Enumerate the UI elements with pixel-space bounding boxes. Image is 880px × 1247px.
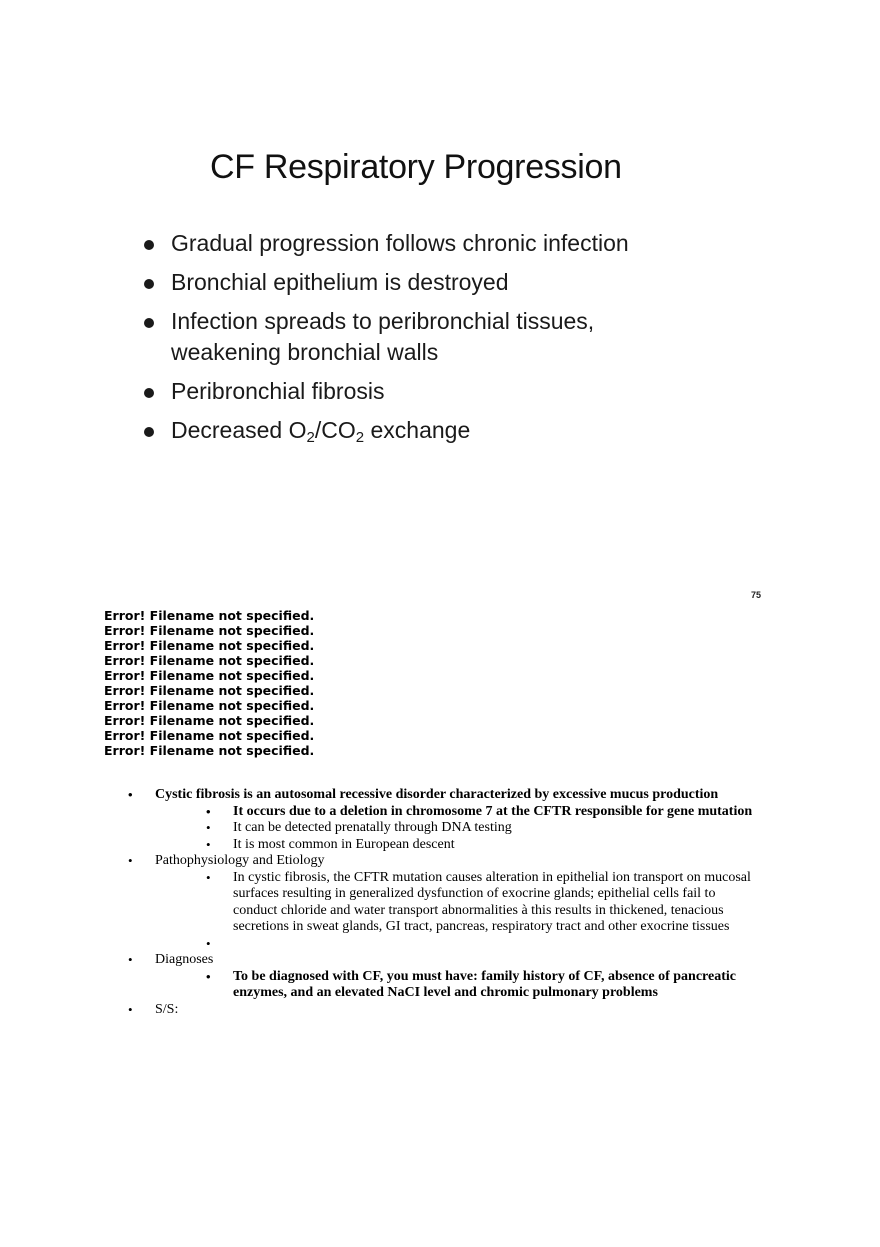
slide-bullet: Decreased $O_2/CO_2$ exchange [140,415,629,446]
notes-section [0,787,880,1018]
error-message: Error! Filename not specified. [104,713,315,728]
bullet-dot-icon [144,318,154,328]
bullet-dot-icon [144,427,154,437]
bullet-dot-icon [144,388,154,398]
bullet-icon: • [206,968,211,984]
error-message: Error! Filename not specified. [104,653,315,668]
list-item: • It occurs due to a deletion in chromosome 7 at the CFTR responsible for gene mutation [206,803,753,819]
bullet-icon: • [206,935,211,951]
list-item: • In cystic fibrosis, the CFTR mutation causes alteration in epithelial ion transport on mucosal [206,869,751,885]
list-item: • To be diagnosed with CF, you must have: family history of CF, absence of pancreatic [206,968,736,984]
list-item: • Cystic fibrosis is an autosomal recessive disorder characterized by excessive mucus production [128,787,719,802]
error-message: Error! Filename not specified. [104,728,315,743]
bullet-icon: • [206,803,211,819]
bullet-icon: • [206,869,211,885]
list-item: • It is most common in European descent [206,836,455,852]
bullet-icon: • [128,1001,133,1017]
list-item: • Pathophysiology and Etiology [128,853,325,868]
error-message: Error! Filename not specified. [104,683,315,698]
error-message: Error! Filename not specified. [104,668,315,683]
error-list [104,608,314,758]
bullet-dot-icon [144,279,154,289]
error-message: Error! Filename not specified. [104,608,315,623]
bullet-dot-icon [144,240,154,250]
slide-bullet-list [140,228,629,454]
bullet-icon: • [206,820,211,835]
slide-page-number: 75 [751,590,762,600]
list-item: • It can be detected prenatally through DNA testing [206,820,512,835]
list-item-continuation: surfaces resulting in generalized dysfunction of exocrine glands; epithelial cells fail to [233,886,716,901]
bullet-icon: • [206,836,211,852]
error-message: Error! Filename not specified. [104,638,315,653]
error-message: Error! Filename not specified. [104,698,315,713]
slide-bullet: Peribronchial fibrosis [140,376,629,407]
error-message: Error! Filename not specified. [104,743,315,758]
bullet-icon: • [128,853,133,868]
list-item-continuation: conduct chloride and water transport abnormalities à this results in thickened, tenacious [233,902,724,918]
bullet-icon: • [128,787,133,802]
slide-bullet: Bronchial epithelium is destroyed [140,267,629,298]
error-message: Error! Filename not specified. [104,623,315,638]
list-item-continuation: enzymes, and an elevated NaCI level and chromic pulmonary problems [233,985,658,1000]
list-item: • S/S: [128,1001,179,1017]
bullet-icon: • [128,952,133,967]
slide-title: CF Respiratory Progression [210,148,622,186]
slide-image [0,0,880,610]
list-item: • Diagnoses [128,952,214,967]
list-item-empty [0,936,880,953]
slide-bullet: Infection spreads to peribronchial tissues, weakening bronchial walls [140,306,629,368]
list-item-continuation: secretions in sweat glands, GI tract, pancreas, respiratory tract and other exocrine tissues [233,919,730,934]
slide-bullet: Gradual progression follows chronic infection [140,228,629,259]
